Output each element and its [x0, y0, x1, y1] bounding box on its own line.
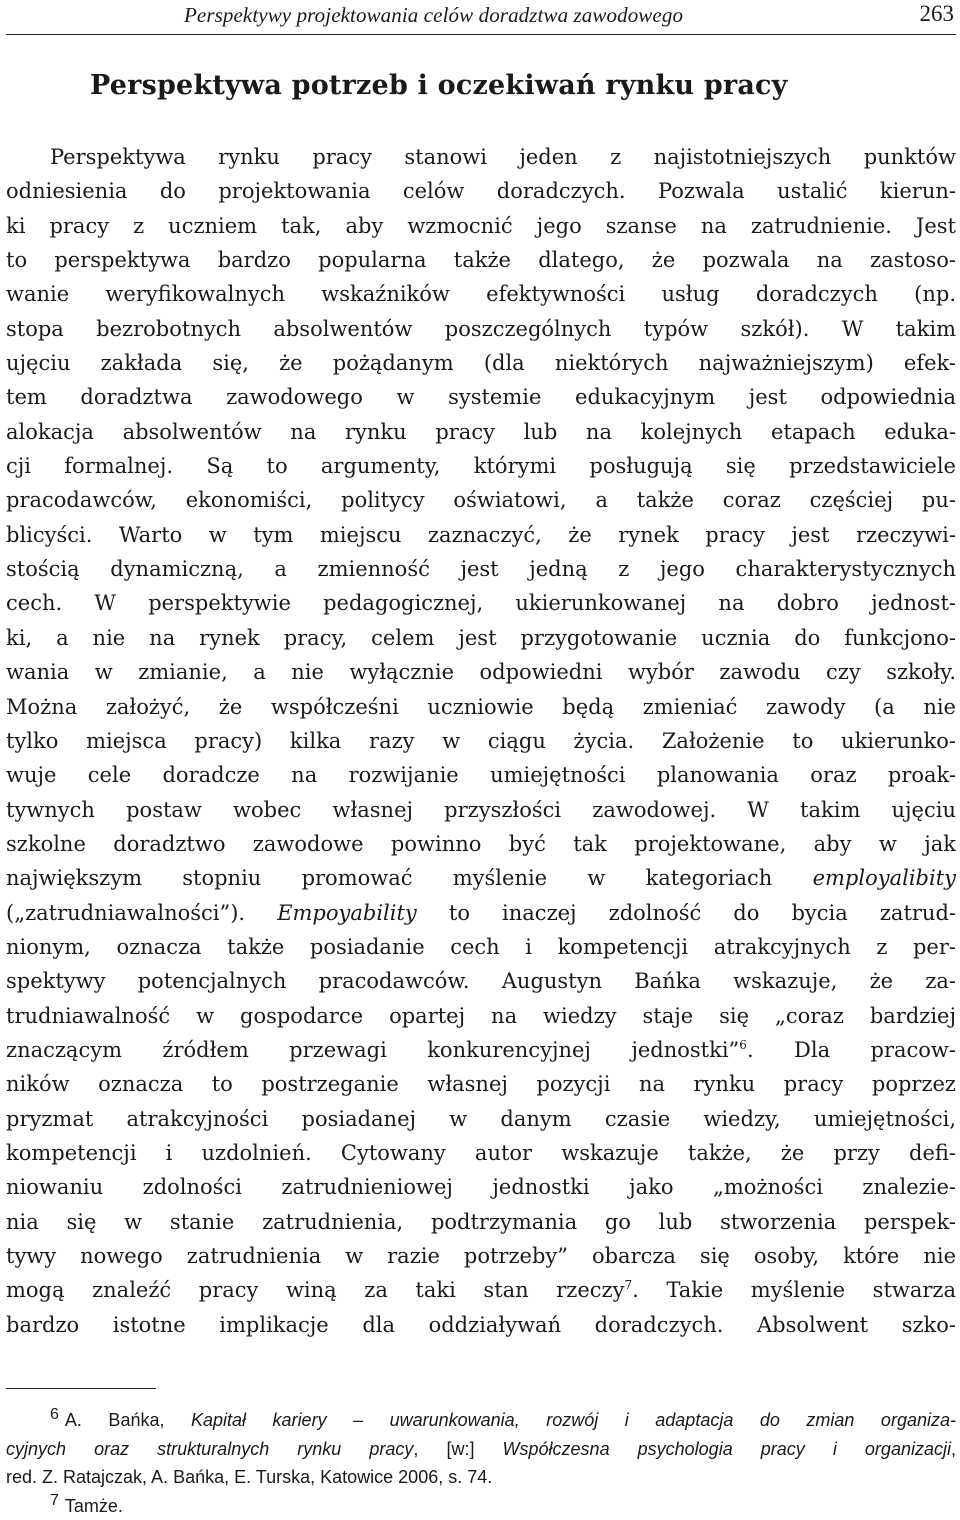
body-line	[6, 690, 956, 724]
body-line	[6, 964, 956, 998]
body-line	[6, 724, 956, 758]
text-segment: . Takie myślenie stwarza	[632, 1278, 956, 1302]
text-segment: odniesienia do projektowania celów doradczych. Pozwala ustalić kierun-	[6, 179, 956, 203]
body-line	[6, 896, 956, 930]
text-segment: pracodawców, ekonomiści, politycy oświatowi, a także coraz częściej pu-	[6, 488, 956, 512]
body-line	[6, 861, 956, 895]
body-line	[6, 621, 956, 655]
text-segment: Można założyć, że współcześni uczniowie będą zmieniać zawody (a nie	[6, 695, 956, 719]
text-segment: ników oznacza to postrzeganie własnej pozycji na rynku pracy poprzez	[6, 1072, 956, 1096]
text-segment: znaczącym źródłem przewagi konkurencyjnej jednostki”	[6, 1038, 739, 1062]
text-segment: cech. W perspektywie pedagogicznej, ukierunkowanej na dobro jednost-	[6, 591, 956, 615]
text-segment: tywnych postaw wobec własnej przyszłości zawodowej. W takim ujęciu	[6, 798, 956, 822]
text-segment: Perspektywa rynku pracy stanowi jeden z najistotniejszych punktów	[50, 145, 956, 169]
body-line	[6, 518, 956, 552]
footnote-line	[6, 1463, 956, 1492]
body-line	[6, 1239, 956, 1273]
body-line	[6, 312, 956, 346]
text-segment: A. Bańka,	[65, 1410, 191, 1430]
text-segment: stopa bezrobotnych absolwentów poszczególnych typów szkół). W takim	[6, 317, 956, 341]
body-paragraph	[6, 140, 956, 1342]
footnote-line	[6, 1406, 956, 1435]
text-segment: niowaniu zdolności zatrudnieniowej jednostki jako „możności znalezie-	[6, 1175, 956, 1199]
text-segment: wania w zmianie, a nie wyłącznie odpowiedni wybór zawodu czy szkoły.	[6, 660, 956, 684]
footnotes	[6, 1406, 956, 1520]
section-title: Perspektywa potrzeb i oczekiwań rynku pracy	[90, 70, 788, 101]
body-line	[6, 930, 956, 964]
body-line	[6, 586, 956, 620]
text-segment: nionym, oznacza także posiadanie cech i kompetencji atrakcyjnych z per-	[6, 935, 956, 959]
text-segment: tem doradztwa zawodowego w systemie edukacyjnym jest odpowiednia	[6, 385, 956, 409]
document-page	[6, 0, 956, 1514]
body-line	[6, 449, 956, 483]
text-segment: ,	[951, 1439, 956, 1459]
body-line	[6, 1136, 956, 1170]
body-line	[6, 758, 956, 792]
text-segment: („zatrudniawalności”).	[6, 901, 277, 925]
text-segment: . Dla pracow-	[747, 1038, 956, 1062]
body-line	[6, 1033, 956, 1067]
text-segment: nia się w stanie zatrudnienia, podtrzymania go lub stworzenia perspek-	[6, 1210, 956, 1234]
body-line	[6, 277, 956, 311]
text-segment: szkolne doradztwo zawodowe powinno być tak projektowane, aby w jak	[6, 832, 956, 856]
text-segment: spektywy potencjalnych pracodawców. Augustyn Bańka wskazuje, że za-	[6, 969, 956, 993]
text-segment: kompetencji i uzdolnień. Cytowany autor wskazuje także, że przy defi-	[6, 1141, 956, 1165]
body-line	[6, 793, 956, 827]
text-segment: tylko miejsca pracy) kilka razy w ciągu życia. Założenie to ukierunko-	[6, 729, 956, 753]
body-line	[6, 999, 956, 1033]
text-segment: pryzmat atrakcyjności posiadanej w danym czasie wiedzy, umiejętności,	[6, 1107, 956, 1131]
text-segment: Empoyability	[277, 901, 417, 925]
text-segment: blicyści. Warto w tym miejscu zaznaczyć, że rynek pracy jest rzeczywi-	[6, 523, 956, 547]
body-line	[6, 483, 956, 517]
text-segment: wuje cele doradcze na rozwijanie umiejętności planowania oraz proak-	[6, 763, 956, 787]
text-segment: ki, a nie na rynek pracy, celem jest przygotowanie ucznia do funkcjono-	[6, 626, 956, 650]
body-line	[6, 1205, 956, 1239]
body-line	[6, 827, 956, 861]
text-segment: największym stopniu promować myślenie w kategoriach	[6, 866, 813, 890]
body-line	[6, 415, 956, 449]
body-line	[6, 1273, 956, 1307]
body-line	[6, 243, 956, 277]
body-line	[6, 1308, 956, 1342]
footnote-number: 6	[50, 1406, 59, 1423]
text-segment: to inaczej zdolność do bycia zatrud-	[417, 901, 956, 925]
text-segment: Współczesna psychologia pracy i organizacji	[503, 1439, 951, 1459]
text-segment: cji formalnej. Są to argumenty, którymi posługują się przedstawiciele	[6, 454, 956, 478]
body-line	[6, 1102, 956, 1136]
text-segment: stością dynamiczną, a zmienność jest jedną z jego charakterystycznych	[6, 557, 956, 581]
body-line	[6, 209, 956, 243]
body-line	[6, 174, 956, 208]
text-segment: alokacja absolwentów na rynku pracy lub na kolejnych etapach eduka-	[6, 420, 956, 444]
page-number: 263	[920, 1, 955, 27]
text-segment: trudniawalność w gospodarce opartej na wiedzy staje się „coraz bardziej	[6, 1004, 956, 1028]
body-line	[6, 1067, 956, 1101]
text-segment: , [w:]	[413, 1439, 502, 1459]
text-segment: bardzo istotne implikacje dla oddziaływań doradczych. Absolwent szko-	[6, 1313, 956, 1337]
text-segment: to perspektywa bardzo popularna także dlatego, że pozwala na zastoso-	[6, 248, 956, 272]
text-segment: Kapitał kariery – uwarunkowania, rozwój i adaptacja do zmian organiza-	[191, 1410, 956, 1430]
text-segment: employalibity	[813, 866, 956, 890]
body-line	[6, 140, 956, 174]
body-line	[6, 346, 956, 380]
text-segment: mogą znaleźć pracy winą za taki stan rzeczy	[6, 1278, 624, 1302]
text-segment: ujęciu zakłada się, że pożądanym (dla niektórych najważniejszym) efek-	[6, 351, 956, 375]
running-header	[6, 0, 956, 35]
footnote-number: 7	[50, 1492, 59, 1509]
footnote-reference: 6	[739, 1038, 747, 1052]
body-line	[6, 655, 956, 689]
text-segment: cyjnych oraz strukturalnych rynku pracy	[6, 1439, 413, 1459]
text-segment: tywy nowego zatrudnienia w razie potrzeby” obarcza się osoby, które nie	[6, 1244, 956, 1268]
text-segment: wanie weryfikowalnych wskaźników efektywności usług doradczych (np.	[6, 282, 956, 306]
body-line	[6, 380, 956, 414]
text-segment: red. Z. Ratajczak, A. Bańka, E. Turska, Katowice 2006, s. 74.	[6, 1467, 492, 1487]
body-line	[6, 1170, 956, 1204]
running-title: Perspektywy projektowania celów doradztwa zawodowego	[184, 3, 683, 28]
footnote-line	[6, 1435, 956, 1464]
body-line	[6, 552, 956, 586]
text-segment: Tamże.	[65, 1496, 123, 1516]
footnote-divider	[6, 1388, 156, 1389]
text-segment: ki pracy z uczniem tak, aby wzmocnić jego szanse na zatrudnienie. Jest	[6, 214, 956, 238]
footnote-line	[6, 1492, 956, 1520]
footnote-reference: 7	[624, 1278, 632, 1292]
